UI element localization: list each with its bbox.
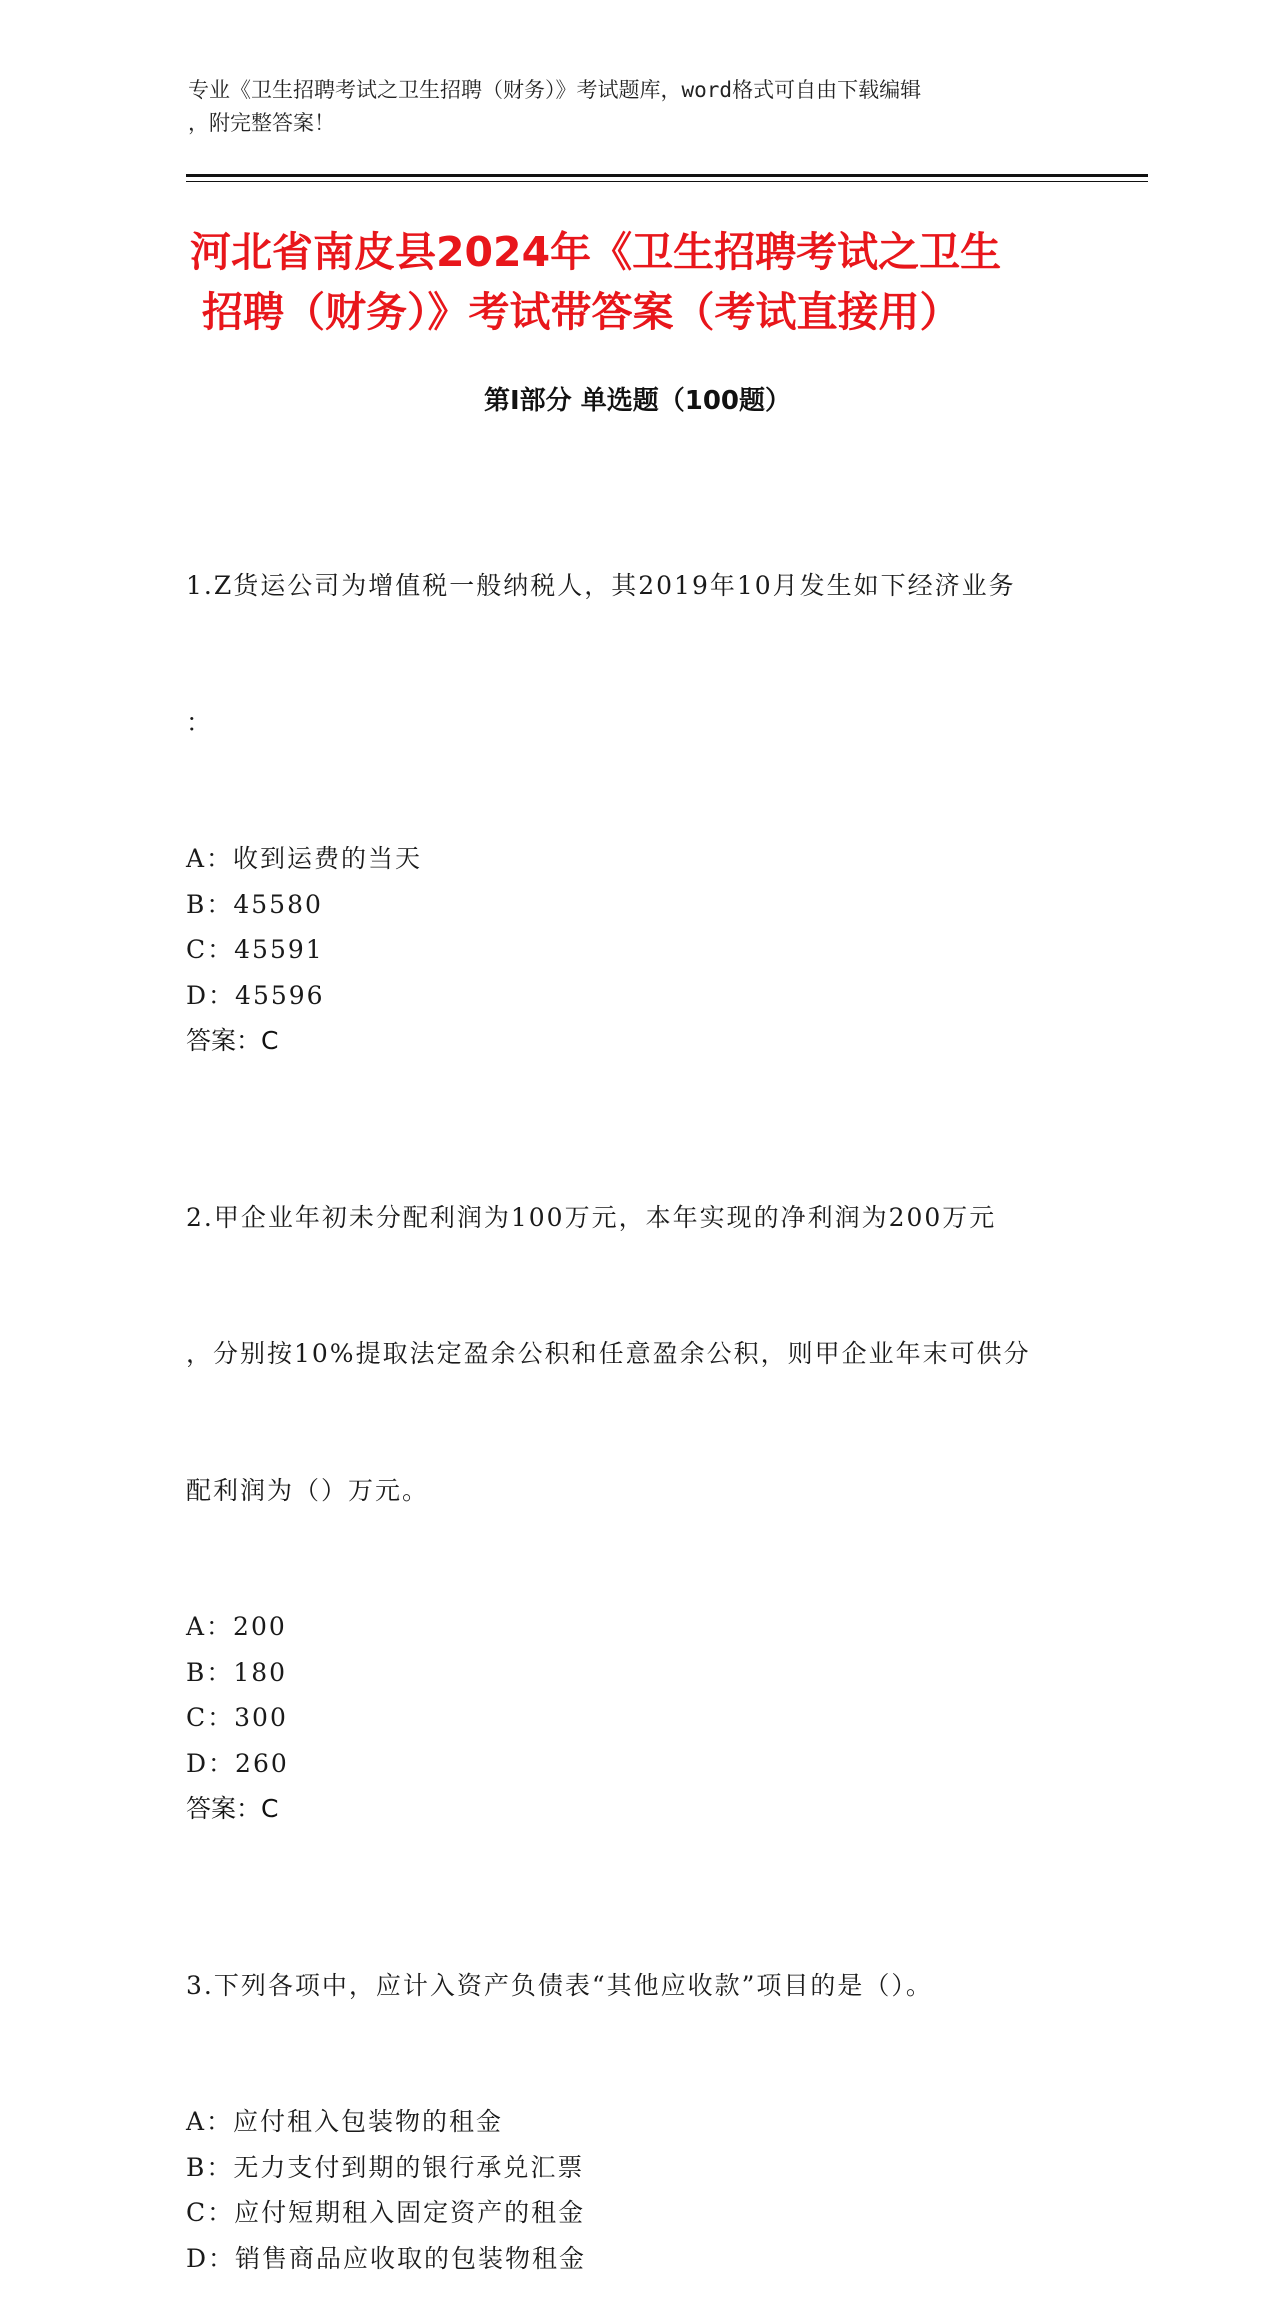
question-stem-line: 配利润为（）万元。	[186, 1475, 430, 1505]
question-stem	[186, 1104, 1086, 1605]
option-d: D：销售商品应收取的包装物租金	[186, 2243, 587, 2273]
title-line: 河北省南皮县2024年《卫生招聘考试之卫生	[190, 228, 1002, 276]
question-stem-line: ，分别按10%提取法定盈余公积和任意盈余公积，则甲企业年末可供分	[186, 1339, 1031, 1368]
answer-line: 答案：C	[186, 1026, 279, 1055]
option-a: A：200	[186, 1612, 287, 1641]
header-note	[188, 74, 1068, 140]
option-b: B：45580	[186, 889, 323, 919]
question-item	[186, 472, 1086, 1064]
title-line: 招聘（财务）》考试带答案（考试直接用）	[202, 288, 961, 336]
question-item	[186, 1872, 1086, 2282]
option-c: C：45591	[186, 935, 324, 964]
header-divider-thick	[186, 174, 1148, 177]
document-title	[190, 222, 1090, 342]
question-item	[186, 1104, 1086, 1832]
option-c: C：300	[186, 1703, 288, 1732]
option-a: A：收到运费的当天	[186, 844, 423, 873]
question-stem-line: 3.下列各项中，应计入资产负债表“其他应收款”项目的是（）。	[186, 1970, 933, 2000]
answer-line: 答案：C	[186, 1794, 279, 1823]
question-stem-line: ：	[186, 707, 214, 737]
option-d: D：45596	[186, 980, 325, 1010]
question-stem	[186, 472, 1086, 836]
option-a: A：应付租入包装物的租金	[186, 2107, 504, 2136]
question-stem-line: 2.甲企业年初未分配利润为100万元，本年实现的净利润为200万元	[186, 1202, 997, 1232]
question-stem	[186, 1872, 1086, 2100]
section-heading: 第Ⅰ部分 单选题（100题）	[484, 386, 791, 416]
option-d: D：260	[186, 1748, 289, 1778]
option-b: B：无力支付到期的银行承兑汇票	[186, 2152, 585, 2182]
option-b: B：180	[186, 1657, 288, 1687]
option-c: C：应付短期租入固定资产的租金	[186, 2198, 586, 2227]
header-note-line: 专业《卫生招聘考试之卫生招聘（财务）》考试题库，word格式可自由下载编辑	[188, 78, 922, 102]
question-list	[186, 472, 1086, 2321]
header-divider-thin	[186, 181, 1148, 182]
header-note-line: ，附完整答案！	[188, 111, 335, 135]
question-stem-line: 1.Z货运公司为增值税一般纳税人，其2019年10月发生如下经济业务	[186, 571, 1016, 600]
